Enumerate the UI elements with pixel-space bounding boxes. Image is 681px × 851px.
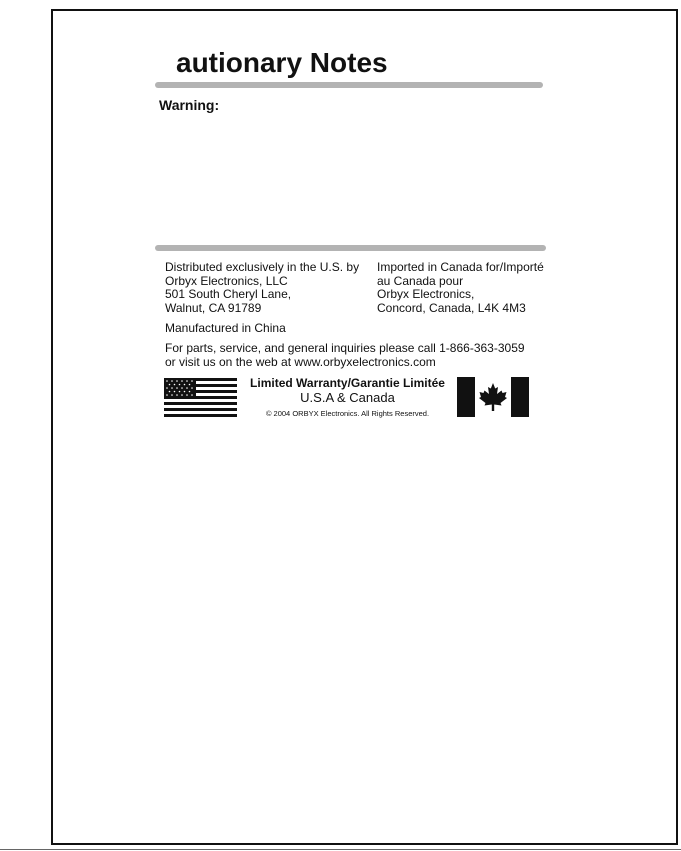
bottom-divider <box>0 849 681 850</box>
warranty-region: U.S.A & Canada <box>300 390 395 405</box>
us-distributor-line: Distributed exclusively in the U.S. by <box>165 260 360 274</box>
canada-importer-block <box>377 261 544 315</box>
warning-label: Warning: <box>159 97 220 113</box>
contact-line: For parts, service, and general inquiries please call 1-866-363-3059 <box>165 341 525 355</box>
us-distributor-block <box>165 261 359 315</box>
page-border <box>51 9 678 845</box>
contact-line: or visit us on the web at www.orbyxelectronics.com <box>165 354 436 369</box>
us-flag-icon <box>164 378 237 417</box>
canada-flag-icon <box>457 377 529 417</box>
us-distributor-line: 501 South Cheryl Lane, <box>165 287 292 301</box>
copyright-notice: © 2004 ORBYX Electronics. All Rights Reserved. <box>265 409 430 418</box>
canada-importer-line: Imported in Canada for/Importé <box>377 260 544 274</box>
page-title: autionary Notes <box>176 47 388 78</box>
canada-importer-line: Concord, Canada, L4K 4M3 <box>377 300 526 315</box>
canada-importer-line: au Canada pour <box>377 273 464 288</box>
warranty-block <box>240 376 455 420</box>
manufactured-note: Manufactured in China <box>165 321 286 335</box>
section-rule <box>155 245 546 251</box>
canada-importer-line: Orbyx Electronics, <box>377 287 475 301</box>
title-rule <box>155 82 543 88</box>
us-distributor-line: Walnut, CA 91789 <box>165 300 262 315</box>
us-distributor-line: Orbyx Electronics, LLC <box>165 273 288 288</box>
warranty-title: Limited Warranty/Garantie Limitée <box>250 376 445 390</box>
